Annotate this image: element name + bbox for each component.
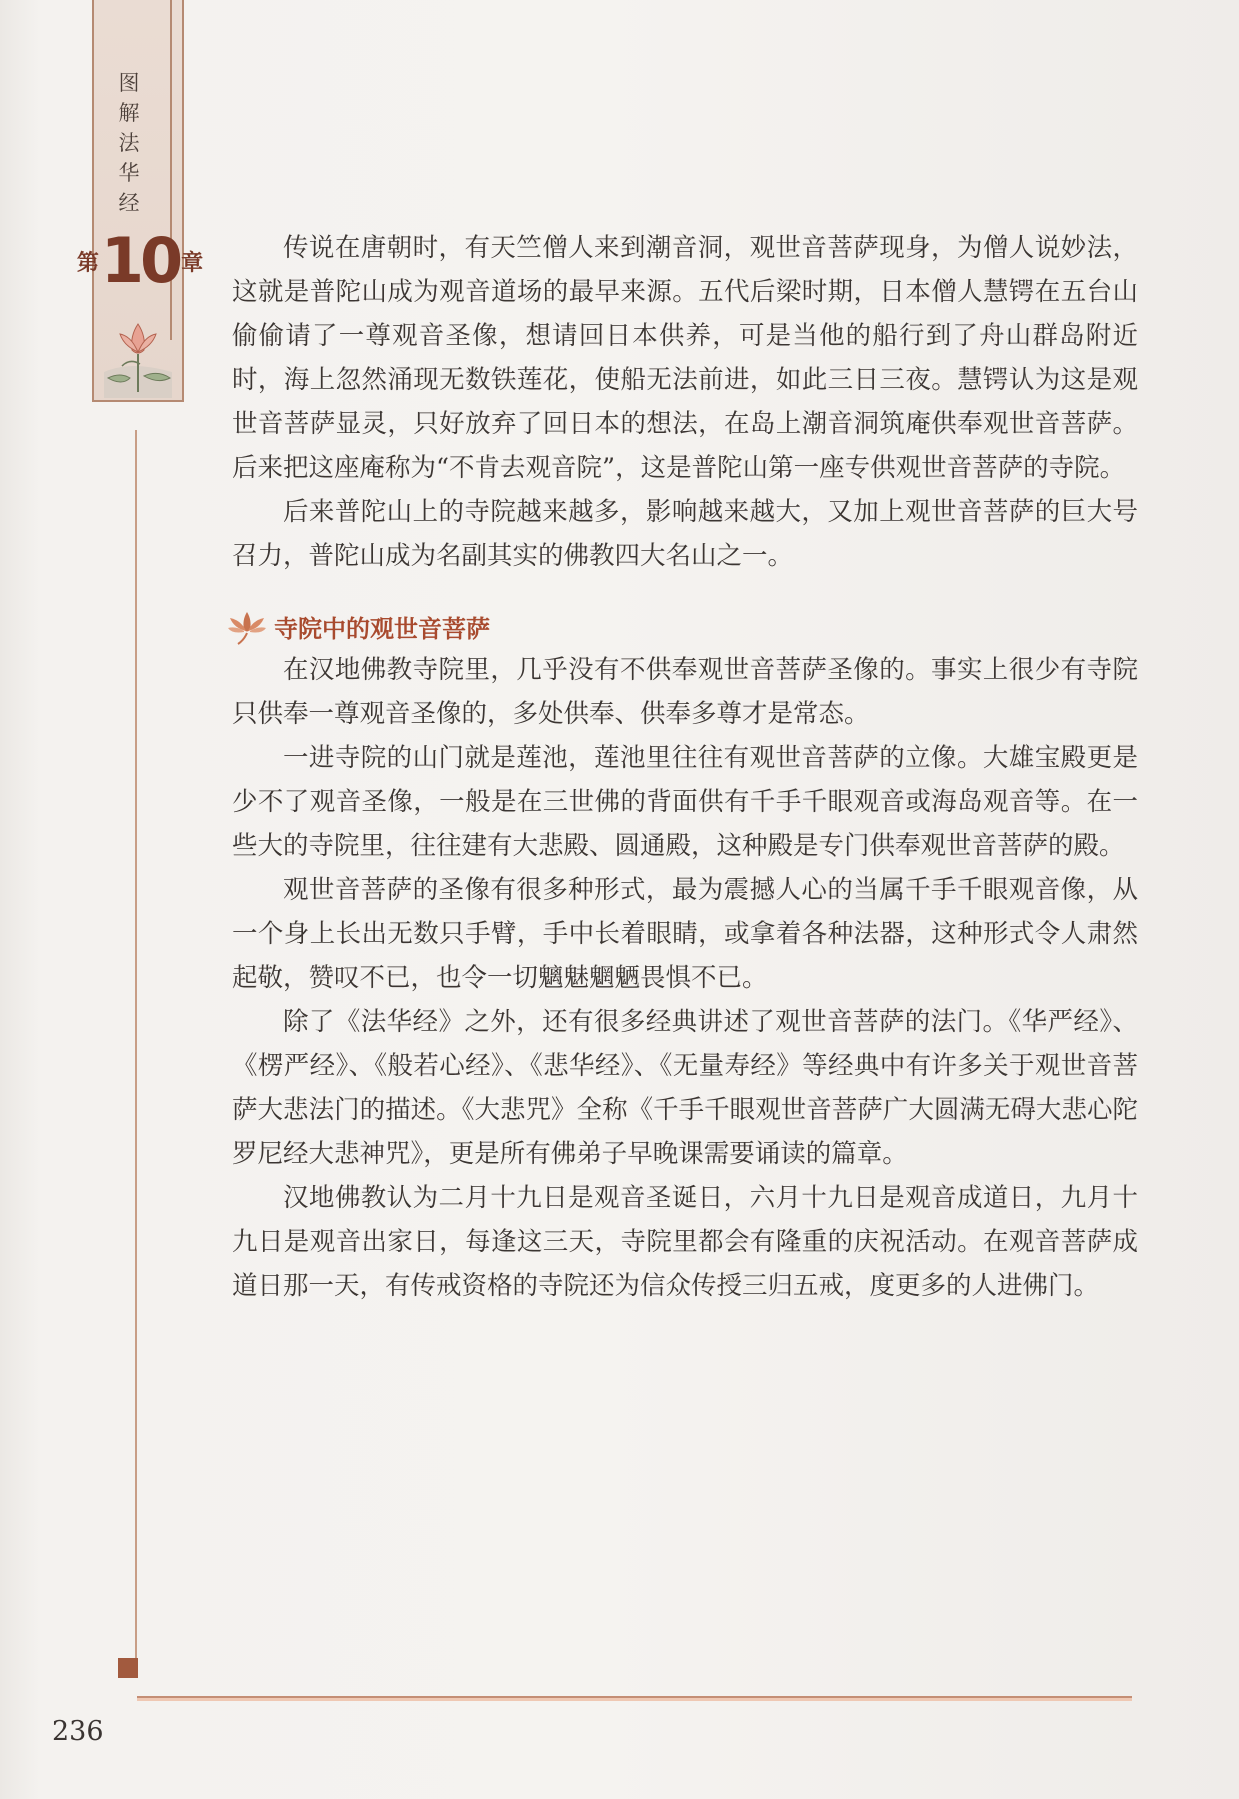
- paragraph: 传说在唐朝时，有天竺僧人来到潮音洞，观世音菩萨现身，为僧人说妙法，这就是普陀山成为观音道场的最早来源。五代后梁时期，日本僧人慧锷在五台山偷偷请了一尊观音圣像，想请回日本供养，可是当他的船行到了舟山群岛附近时，海上忽然涌现无数铁莲花，使船无法前进，如此三日三夜。慧锷认为这是观世音菩萨显灵，只好放弃了回日本的想法，在岛上潮音洞筑庵供奉观世音菩萨。后来把这座庵称为“不肯去观音院”，这是普陀山第一座专供观世音菩萨的寺院。: [232, 233, 1138, 483]
- book-title-char: 图: [118, 71, 140, 95]
- section-heading: [232, 606, 1138, 646]
- paragraph: 除了《法华经》之外，还有很多经典讲述了观世音菩萨的法门。《华严经》、《楞严经》、《般若心经》、《悲华经》、《无量寿经》等经典中有许多关于观世音菩萨大悲法门的描述。《大悲咒》全称《千手千眼观世音菩萨广大圆满无碍大悲心陀罗尼经大悲神咒》，更是所有佛弟子早晚课需要诵读的篇章。: [232, 1007, 1138, 1169]
- paragraph: 一进寺院的山门就是莲池，莲池里往往有观世音菩萨的立像。大雄宝殿更是少不了观音圣像，一般是在三世佛的背面供有千手千眼观音或海岛观音等。在一些大的寺院里，往往建有大悲殿、圆通殿，这种殿是专门供奉观世音菩萨的殿。: [232, 743, 1138, 861]
- chapter-number: 10: [100, 224, 180, 297]
- lotus-illustration-icon: [100, 312, 176, 398]
- book-title-char: 华: [118, 161, 140, 185]
- footer-rule: [137, 1696, 1132, 1701]
- margin-rule: [135, 430, 137, 1658]
- chapter-marker: [76, 224, 204, 297]
- chapter-suffix: 章: [181, 250, 204, 276]
- margin-square: [118, 1658, 138, 1678]
- book-title-char: 解: [118, 101, 140, 125]
- book-title-char: 法: [118, 131, 140, 155]
- chapter-tab: [76, 0, 204, 402]
- book-title-vertical: [114, 68, 144, 218]
- chapter-prefix: 第: [76, 250, 99, 276]
- paragraph: 汉地佛教认为二月十九日是观音圣诞日，六月十九日是观音成道日，九月十九日是观音出家日，每逢这三天，寺院里都会有隆重的庆祝活动。在观音菩萨成道日那一天，有传戒资格的寺院还为信众传授三归五戒，度更多的人进佛门。: [232, 1183, 1138, 1301]
- book-title-char: 经: [118, 191, 140, 215]
- page-body: [232, 226, 1138, 1308]
- page-number: 236: [52, 1716, 104, 1747]
- paragraph: 后来普陀山上的寺院越来越多，影响越来越大，又加上观世音菩萨的巨大号召力，普陀山成为名副其实的佛教四大名山之一。: [232, 497, 1138, 571]
- paragraph: 观世音菩萨的圣像有很多种形式，最为震撼人心的当属千手千眼观音像，从一个身上长出无数只手臂，手中长着眼睛，或拿着各种法器，这种形式令人肃然起敬，赞叹不已，也令一切魑魅魍魉畏惧不已。: [232, 875, 1138, 993]
- lotus-icon: [226, 606, 268, 646]
- section-title: 寺院中的观世音菩萨: [274, 614, 490, 643]
- paragraph: 在汉地佛教寺院里，几乎没有不供奉观世音菩萨圣像的。事实上很少有寺院只供奉一尊观音圣像的，多处供奉、供奉多尊才是常态。: [232, 655, 1138, 729]
